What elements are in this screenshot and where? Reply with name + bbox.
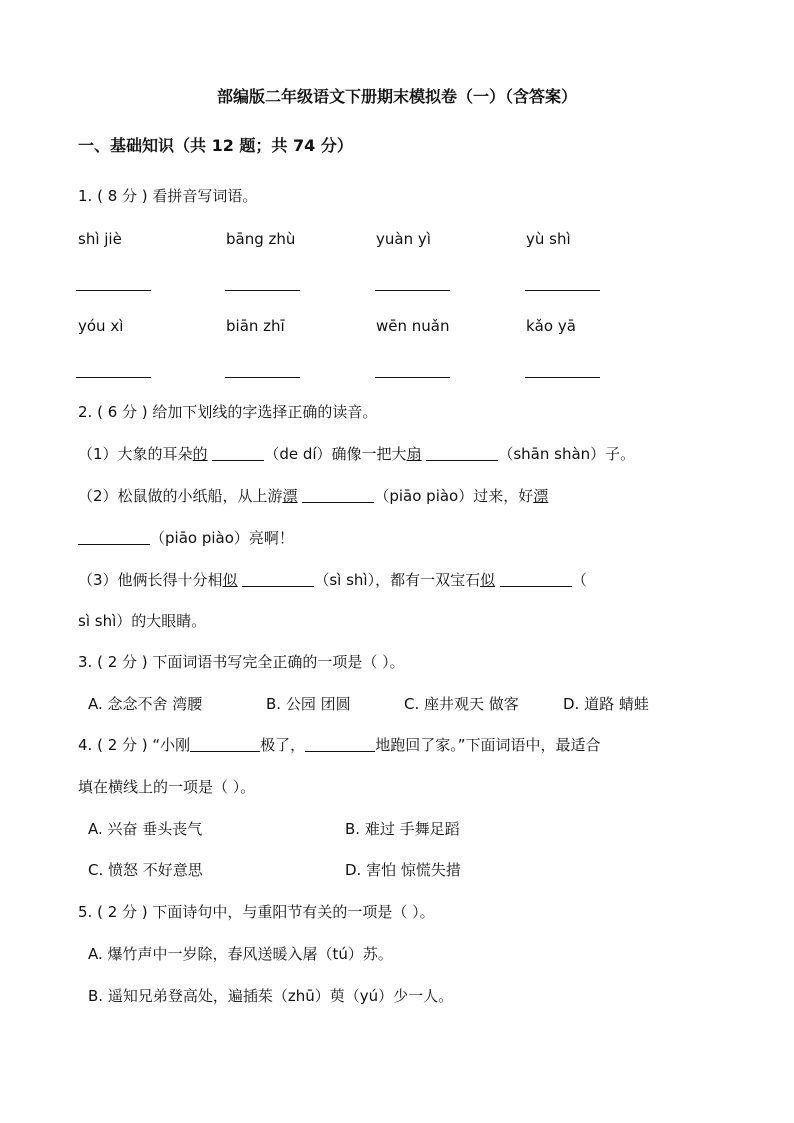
text: （ bbox=[571, 571, 587, 589]
pinyin-item: yuàn yì bbox=[376, 230, 431, 248]
option-b[interactable]: B. 公园 团圆 bbox=[266, 695, 351, 713]
pinyin-item: bāng zhù bbox=[226, 230, 296, 248]
pinyin-item: yù shì bbox=[526, 230, 571, 248]
answer-blank[interactable] bbox=[426, 446, 498, 461]
answer-blank[interactable] bbox=[525, 290, 600, 291]
option-d[interactable]: D. 害怕 惊慌失措 bbox=[345, 861, 461, 879]
pinyin-item: biān zhī bbox=[226, 317, 285, 335]
option-a[interactable]: A. 念念不舍 湾腰 bbox=[88, 695, 203, 713]
option-c[interactable]: C. 愤怒 不好意思 bbox=[88, 861, 203, 879]
text: （3）他俩长得十分相 bbox=[78, 571, 223, 589]
answer-blank[interactable] bbox=[225, 290, 300, 291]
question-2-line-3 bbox=[78, 528, 294, 548]
answer-blank[interactable] bbox=[525, 377, 600, 378]
section-heading: 一、基础知识（共 12 题；共 74 分） bbox=[78, 136, 353, 155]
question-2-line-1 bbox=[78, 444, 635, 464]
question-5-stem: 5. ( 2 分 ) 下面诗句中，与重阳节有关的一项是（ ）。 bbox=[78, 903, 435, 921]
text: 4. ( 2 分 ) “小刚 bbox=[78, 736, 191, 754]
question-2-line-5: sì shì）的大眼睛。 bbox=[78, 612, 207, 630]
question-4-stem-continued: 填在横线上的一项是（ ）。 bbox=[78, 778, 256, 796]
option-a[interactable]: A. 爆竹声中一岁除，春风送暖入屠（tú）苏。 bbox=[88, 945, 393, 963]
answer-blank[interactable] bbox=[212, 446, 264, 461]
answer-blank[interactable] bbox=[76, 377, 151, 378]
pinyin-item: wēn nuǎn bbox=[376, 317, 450, 335]
option-b[interactable]: B. 难过 手舞足蹈 bbox=[345, 820, 460, 838]
underlined-char: 似 bbox=[222, 571, 238, 589]
text: （sì shì），都有一双宝石 bbox=[314, 571, 481, 589]
question-1-stem: 1. ( 8 分 ) 看拼音写词语。 bbox=[78, 187, 258, 205]
answer-blank[interactable] bbox=[302, 488, 374, 503]
option-a[interactable]: A. 兴奋 垂头丧气 bbox=[88, 820, 203, 838]
underlined-char: 似 bbox=[480, 571, 496, 589]
underlined-char: 漂 bbox=[282, 487, 298, 505]
text: 极了， bbox=[260, 736, 306, 754]
answer-blank[interactable] bbox=[375, 377, 450, 378]
pinyin-item: shì jiè bbox=[78, 230, 122, 248]
answer-blank[interactable] bbox=[225, 377, 300, 378]
answer-blank[interactable] bbox=[78, 530, 150, 545]
question-2-line-4 bbox=[78, 570, 587, 590]
answer-blank[interactable] bbox=[190, 737, 260, 752]
text: （1）大象的耳朵 bbox=[78, 445, 193, 463]
question-2-stem: 2. ( 6 分 ) 给加下划线的字选择正确的读音。 bbox=[78, 403, 378, 421]
text: （de dí）确像一把大 bbox=[264, 445, 407, 463]
option-c[interactable]: C. 座井观天 做客 bbox=[404, 695, 519, 713]
underlined-char: 扇 bbox=[406, 445, 422, 463]
text: （shān shàn）子。 bbox=[498, 445, 636, 463]
answer-blank[interactable] bbox=[500, 572, 572, 587]
answer-blank[interactable] bbox=[305, 737, 375, 752]
page-title: 部编版二年级语文下册期末模拟卷（一）（含答案） bbox=[216, 87, 577, 106]
pinyin-item: yóu xì bbox=[78, 317, 124, 335]
text: 地跑回了家。”下面词语中，最适合 bbox=[375, 736, 601, 754]
question-2-line-2 bbox=[78, 486, 548, 506]
question-3-stem: 3. ( 2 分 ) 下面词语书写完全正确的一项是（ ）。 bbox=[78, 653, 405, 671]
text: （piāo piào）亮啊！ bbox=[150, 529, 294, 547]
question-4-stem bbox=[78, 735, 600, 755]
answer-blank[interactable] bbox=[242, 572, 314, 587]
option-d[interactable]: D. 道路 蜻蛙 bbox=[563, 695, 649, 713]
underlined-char: 漂 bbox=[533, 487, 549, 505]
answer-blank[interactable] bbox=[76, 290, 151, 291]
option-b[interactable]: B. 遥知兄弟登高处，遍插茱（zhū）萸（yú）少一人。 bbox=[88, 987, 454, 1005]
answer-blank[interactable] bbox=[375, 290, 450, 291]
text: （2）松鼠做的小纸船，从上游 bbox=[78, 487, 283, 505]
text: （piāo piào）过来，好 bbox=[374, 487, 534, 505]
pinyin-item: kǎo yā bbox=[526, 317, 576, 335]
underlined-char: 的 bbox=[192, 445, 208, 463]
